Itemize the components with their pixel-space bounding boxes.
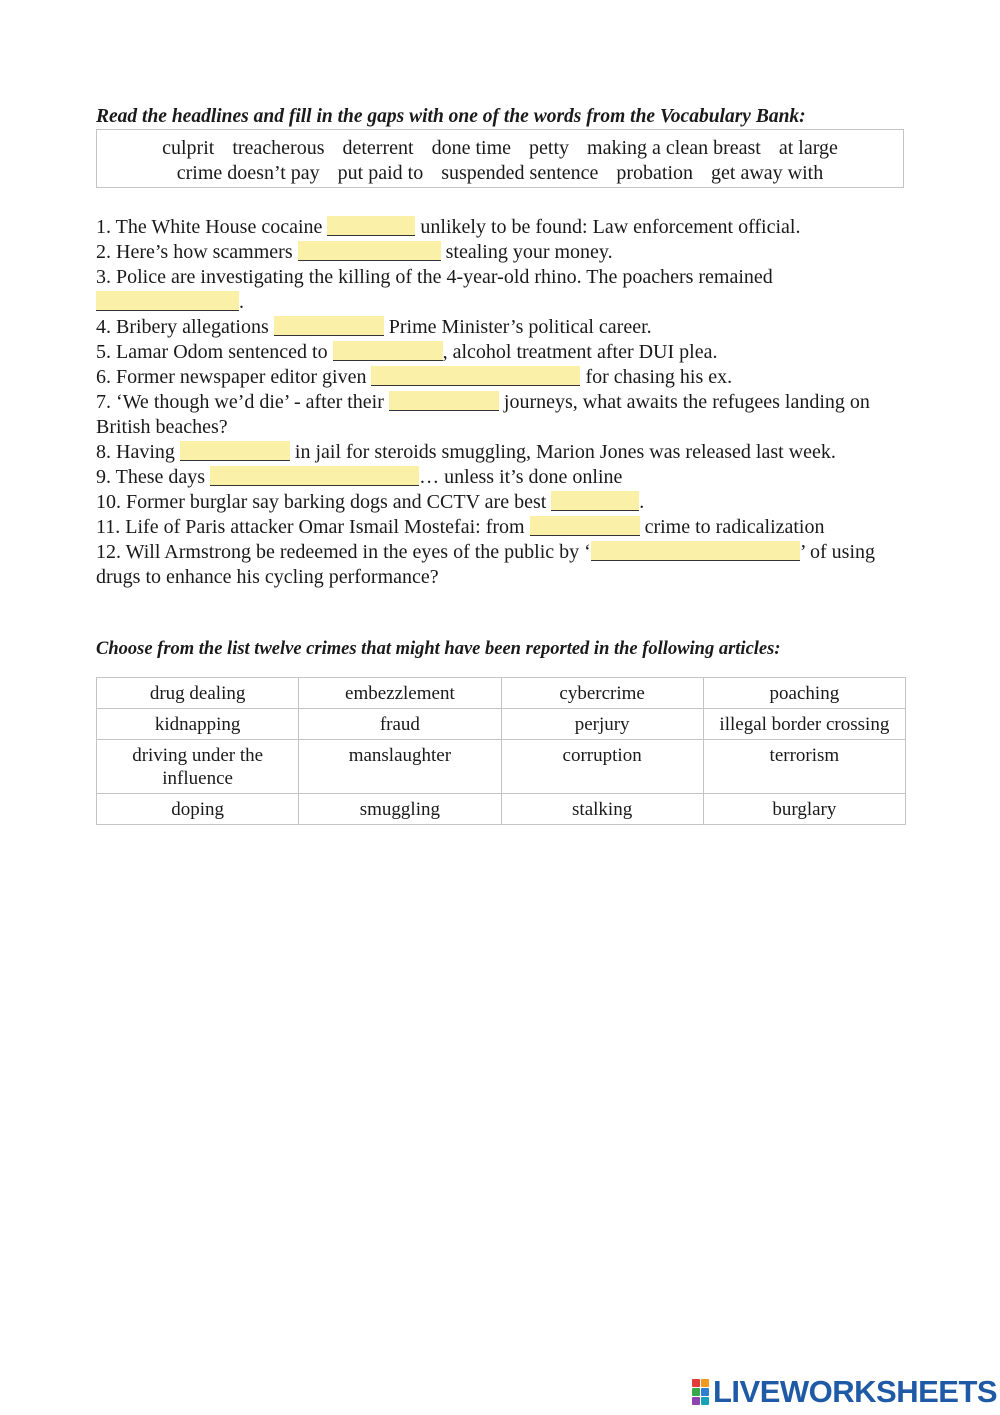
question-text: stealing your money. [440,241,613,263]
crime-cell: kidnapping [97,709,299,740]
question-7 [96,390,906,440]
logo-square [692,1379,700,1387]
crime-cell: illegal border crossing [703,709,905,740]
question-text: 2. Here’s how scammers [96,241,298,263]
crime-cell: manslaughter [299,740,501,794]
question-text: ’ of using drugs to enhance his cycling performance? [96,541,876,588]
crime-cell: stalking [501,794,703,825]
logo-square [701,1388,709,1396]
vocab-row-1 [97,136,903,161]
answer-gap[interactable] [96,291,239,311]
question-text: , alcohol treatment after DUI plea. [442,341,718,363]
question-4 [96,315,906,340]
logo-square [692,1397,700,1405]
question-text: crime to radicalization [639,516,825,538]
question-text: 11. Life of Paris attacker Omar Ismail Mostefai: from [96,516,530,538]
question-text: 3. Police are investigating the killing of the 4-year-old rhino. The poachers remained [96,266,773,288]
vocab-word: suspended sentence [441,162,599,184]
logo-text: LIVEWORKSHEETS [713,1374,998,1409]
question-text: 9. These days [96,466,211,488]
answer-gap[interactable] [333,341,443,361]
answer-gap[interactable] [551,491,639,511]
question-text: . [639,491,645,513]
logo-square [692,1388,700,1396]
liveworksheets-logo [692,1374,997,1410]
answer-gap[interactable] [327,216,415,236]
vocab-word: treacherous [232,137,325,159]
question-text: 10. Former burglar say barking dogs and CCTV are best [96,491,552,513]
crimes-table [96,677,906,825]
crime-cell: corruption [501,740,703,794]
answer-gap[interactable] [389,391,499,411]
crime-cell: terrorism [703,740,905,794]
crime-cell: embezzlement [299,678,501,709]
vocab-word: crime doesn’t pay [176,162,320,184]
vocab-word: petty [529,137,570,159]
question-text: 5. Lamar Odom sentenced to [96,341,333,363]
question-8 [96,440,906,465]
vocab-row-2 [97,161,903,186]
instructions-choose-crimes: Choose from the list twelve crimes that might have been reported in the following articles: [96,639,781,659]
vocab-word: put paid to [337,162,424,184]
question-12 [96,540,906,590]
question-text: 12. Will Armstrong be redeemed in the eyes of the public by ‘ [96,541,591,563]
question-text: 6. Former newspaper editor given [96,366,372,388]
answer-gap[interactable] [274,316,384,336]
question-1 [96,215,906,240]
crime-cell: cybercrime [501,678,703,709]
question-text: … unless it’s done online [419,466,623,488]
question-text: . [239,291,244,313]
question-text: in jail for steroids smuggling, Marion Jones was released last week. [289,441,836,463]
answer-gap[interactable] [591,541,800,561]
table-row [97,709,906,740]
crime-cell: fraud [299,709,501,740]
vocab-word: at large [778,137,838,159]
question-9 [96,465,906,490]
question-text: Prime Minister’s political career. [383,316,652,338]
crime-cell: burglary [703,794,905,825]
vocab-word: get away with [711,162,824,184]
crime-cell: poaching [703,678,905,709]
question-text: 8. Having [96,441,180,463]
crime-cell: driving under the influence [97,740,299,794]
vocab-word: culprit [162,137,215,159]
crime-cell: doping [97,794,299,825]
logo-square [701,1397,709,1405]
table-row [97,794,906,825]
question-text: journeys, what awaits the refugees landing on British beaches? [96,391,870,438]
question-11 [96,515,906,540]
instructions-fill-gaps: Read the headlines and fill in the gaps with one of the words from the Vocabulary Bank: [96,106,806,127]
crime-cell: drug dealing [97,678,299,709]
question-10 [96,490,906,515]
question-text: 4. Bribery allegations [96,316,274,338]
question-text: 1. The White House cocaine [96,216,328,238]
vocab-word: deterrent [342,137,414,159]
question-text: unlikely to be found: Law enforcement official. [415,216,801,238]
answer-gap[interactable] [530,516,640,536]
vocab-word: done time [431,137,512,159]
table-row [97,678,906,709]
question-5 [96,340,906,365]
question-text: for chasing his ex. [580,366,733,388]
logo-mark-icon [692,1379,709,1405]
table-row [97,740,906,794]
question-2 [96,240,906,265]
answer-gap[interactable] [180,441,290,461]
answer-gap[interactable] [371,366,580,386]
questions-list [96,215,906,590]
vocab-word: making a clean breast [587,137,761,159]
crime-cell: perjury [501,709,703,740]
question-text: 7. ‘We though we’d die’ - after their [96,391,389,413]
crime-cell: smuggling [299,794,501,825]
answer-gap[interactable] [210,466,419,486]
logo-square [701,1379,709,1387]
answer-gap[interactable] [298,241,441,261]
vocab-word: probation [616,162,694,184]
question-3 [96,265,906,315]
question-6 [96,365,906,390]
vocabulary-bank [96,129,904,188]
